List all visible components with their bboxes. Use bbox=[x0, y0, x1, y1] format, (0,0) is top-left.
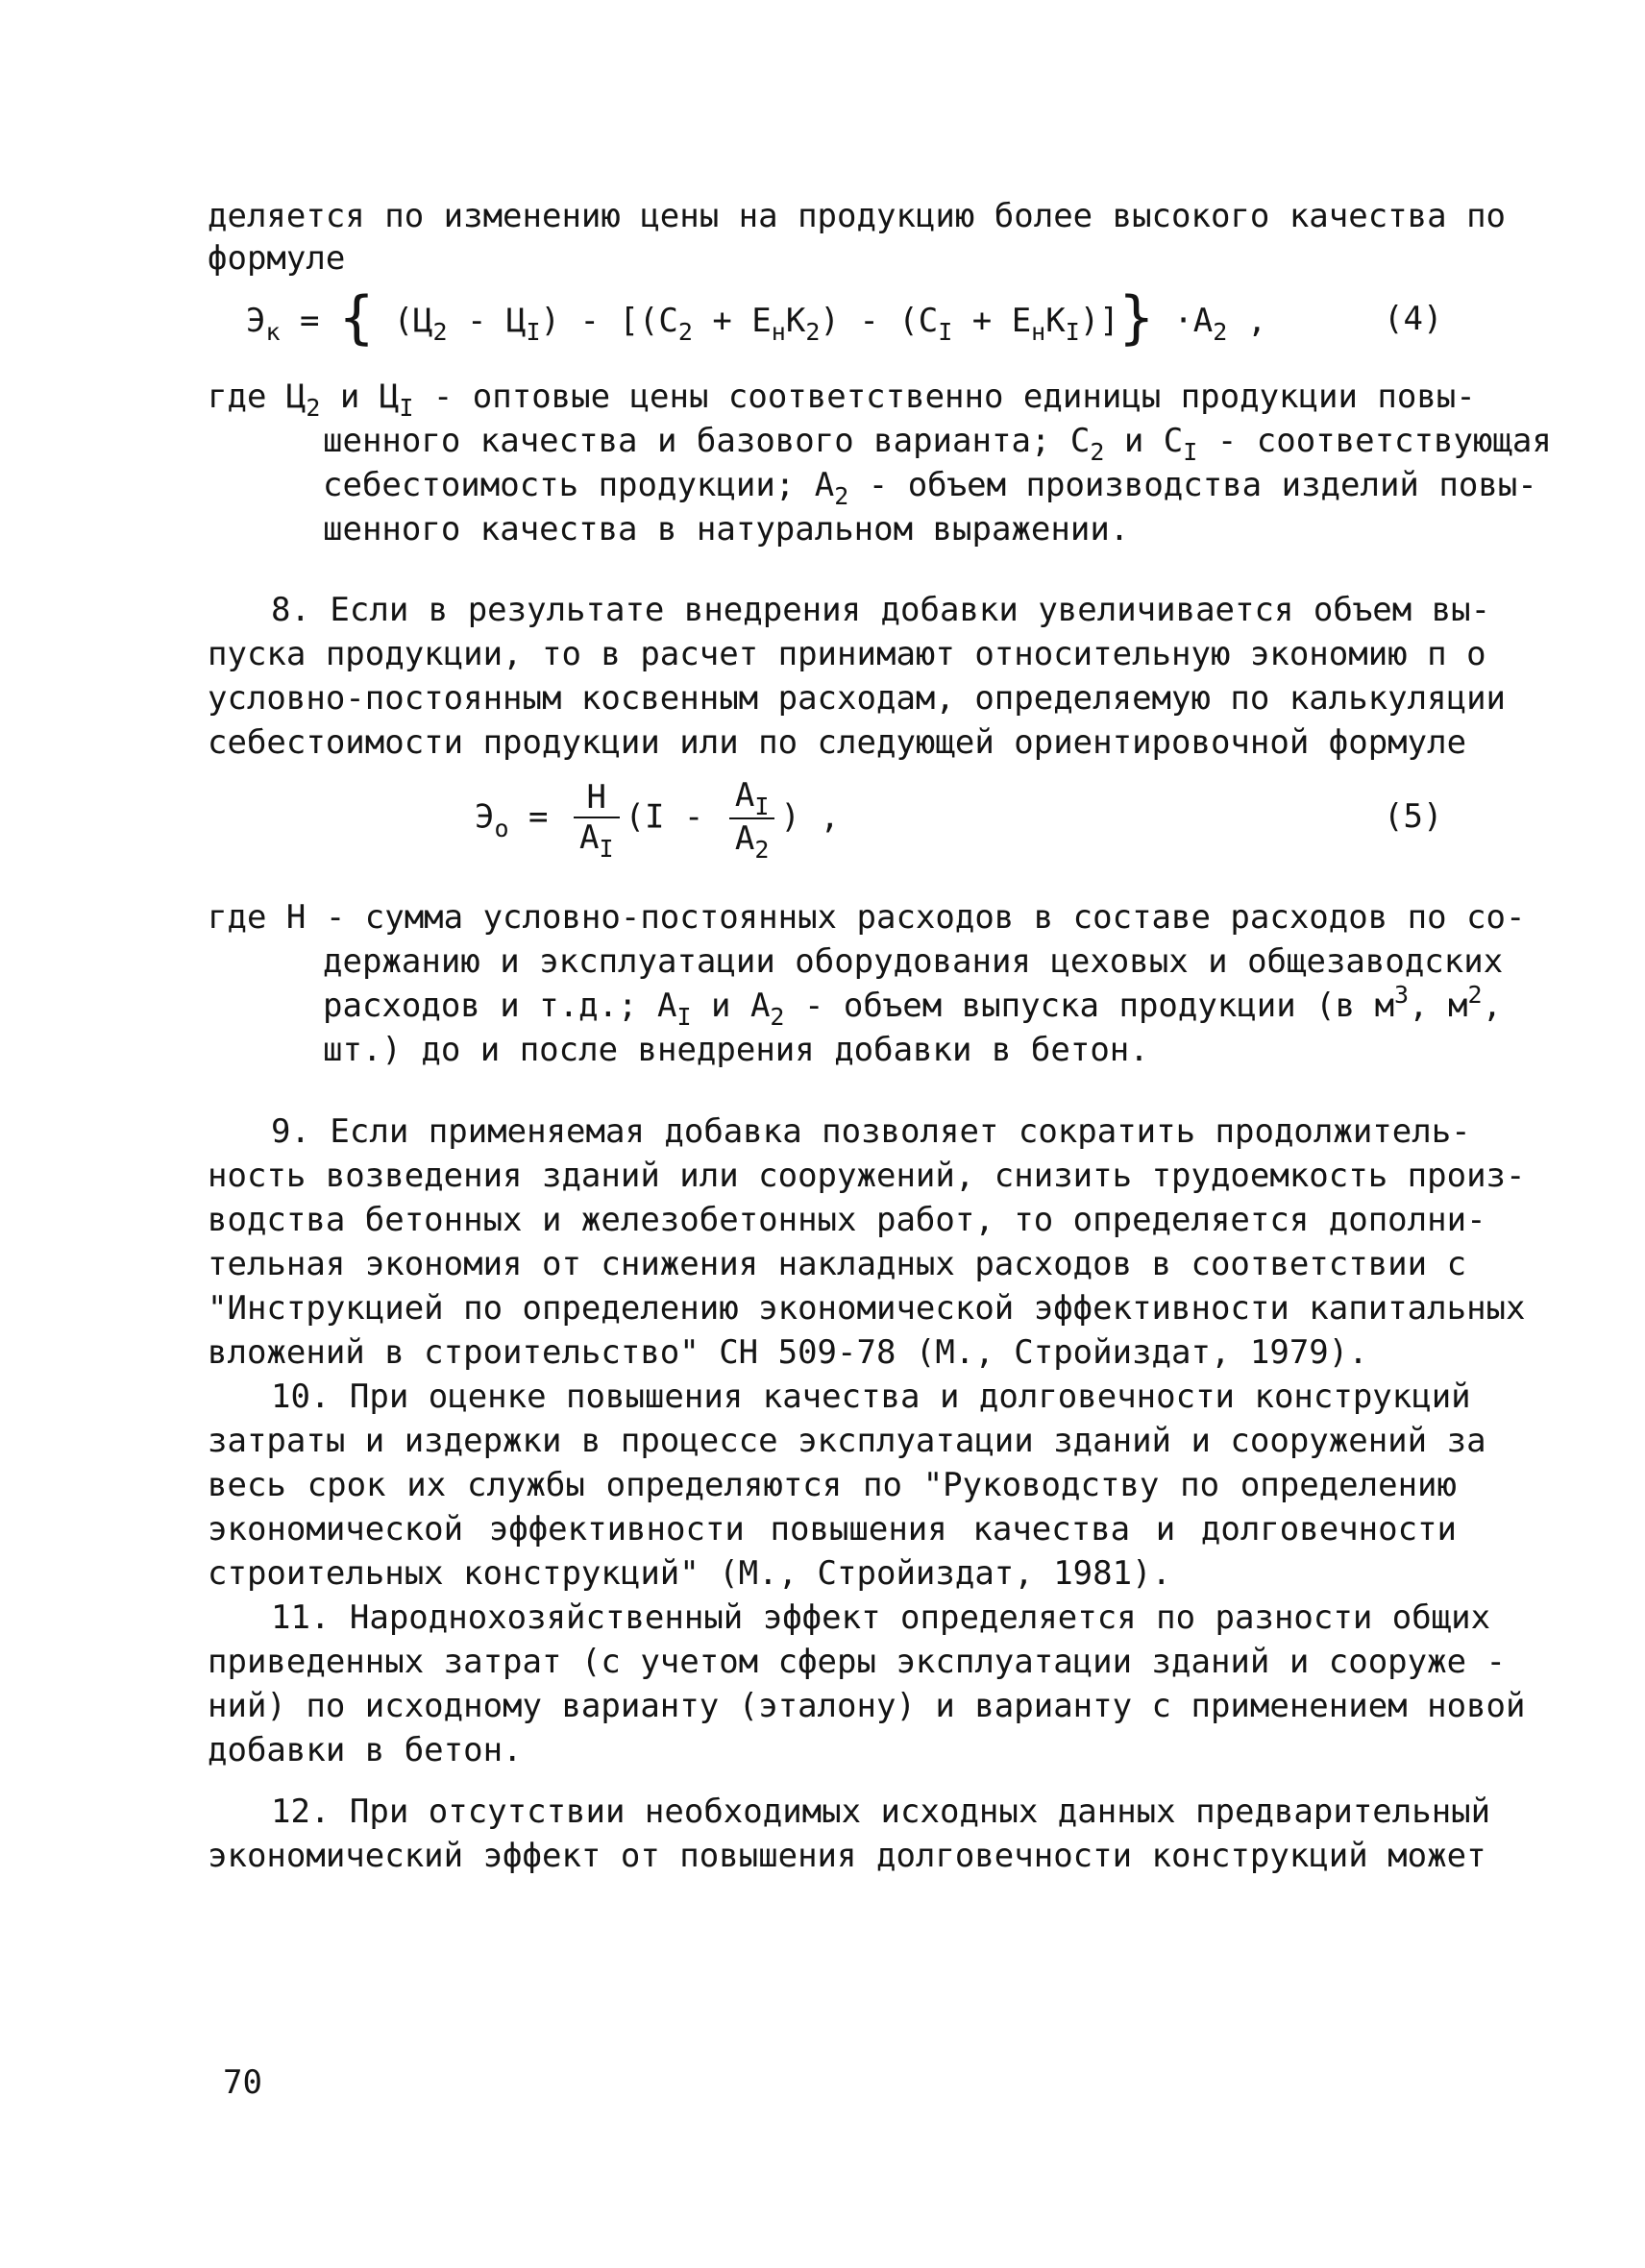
text-line: условно-постоянным косвенным расходам, определяемую по калькуляции bbox=[208, 679, 1507, 718]
equation-number: (5) bbox=[1384, 797, 1443, 836]
text-line: деляется по изменению цены на продукцию более высокого качества по bbox=[208, 197, 1507, 235]
fraction: $\frac{А_I}{А_2}$ bbox=[729, 776, 775, 861]
text-line: шт.) до и после внедрения добавки в бетон. bbox=[323, 1031, 1149, 1069]
text-line: вложений в строительство" СН 509-78 (М., Стройиздат, 1979). bbox=[208, 1333, 1368, 1372]
text-line: весь срок их службы определяются по "Руководству по определению bbox=[208, 1466, 1457, 1504]
text-line: приведенных затрат (с учетом сферы эксплуатации зданий и сооруже - bbox=[208, 1643, 1507, 1681]
text-line: 10. При оценке повышения качества и долговечности конструкций bbox=[271, 1378, 1471, 1416]
text-line: где Н - сумма условно-постоянных расходов в составе расходов по со- bbox=[208, 898, 1526, 937]
text-line: шенного качества и базового варианта; $С_2$ и $С_I$ - соответствующая bbox=[323, 422, 1552, 466]
text-line: экономической эффективности повышения качества и долговечности bbox=[208, 1510, 1457, 1549]
text-line: 8. Если в результате внедрения добавки увеличивается объем вы- bbox=[271, 591, 1491, 629]
text-line: себестоимости продукции или по следующей ориентировочной формуле bbox=[208, 723, 1467, 762]
text-line: формуле bbox=[208, 239, 346, 278]
text-line: где $Ц_2$ и $Ц_I$ - оптовые цены соответственно единицы продукции повы- bbox=[208, 378, 1476, 422]
equation-number: (4) bbox=[1384, 300, 1443, 338]
text-line: себестоимость продукции; $А_2$ - объем производства изделий повы- bbox=[323, 466, 1537, 510]
text-line: водства бетонных и железобетонных работ, то определяется дополни- bbox=[208, 1201, 1486, 1239]
text-line: ний) по исходному варианту (эталону) и варианту с применением новой bbox=[208, 1687, 1526, 1725]
text-line: затраты и издержки в процессе эксплуатации зданий и сооружений за bbox=[208, 1422, 1486, 1460]
fraction: $\frac{Н}{А_I}$ bbox=[574, 778, 620, 860]
text-line: держанию и эксплуатации оборудования цеховых и общезаводских bbox=[323, 942, 1504, 981]
text-line: строительных конструкций" (М., Стройиздат, 1981). bbox=[208, 1554, 1172, 1593]
formula-5: $Э_о$ = $\frac{Н}{А_I}$ (I - $\frac{А_I}{А_2}$ ) , bbox=[475, 776, 840, 864]
page-number: 70 bbox=[223, 2063, 262, 2102]
text-line: пуска продукции, то в расчет принимают относительную экономию п о bbox=[208, 635, 1486, 673]
text-line: 9. Если применяемая добавка позволяет сократить продолжитель- bbox=[271, 1112, 1471, 1151]
text-line: тельная экономия от снижения накладных расходов в соответствии с bbox=[208, 1245, 1467, 1283]
text-line: экономический эффект от повышения долговечности конструкций может bbox=[208, 1837, 1486, 1875]
text-line: шенного качества в натуральном выражении. bbox=[323, 510, 1130, 549]
text-line: добавки в бетон. bbox=[208, 1731, 523, 1769]
text-line: ность возведения зданий или сооружений, снизить трудоемкость произ- bbox=[208, 1157, 1526, 1195]
text-line: "Инструкцией по определению экономической эффективности капитальных bbox=[208, 1289, 1526, 1328]
text-line: 12. При отсутствии необходимых исходных данных предварительный bbox=[271, 1792, 1491, 1831]
formula-4: $Э_к$ = { $(Ц_2 - Ц_I) - [(С_2 + Е_нК_2) - (С_I + Е_нК_I)]\} \cdot А_2$ , bbox=[246, 284, 1267, 352]
text-line: 11. Народнохозяйственный эффект определяется по разности общих bbox=[271, 1598, 1491, 1637]
text-line: расходов и т.д.; $А_I$ и $А_2$ - объем выпуска продукции (в $м^3$, $м^2$, bbox=[323, 981, 1503, 1031]
